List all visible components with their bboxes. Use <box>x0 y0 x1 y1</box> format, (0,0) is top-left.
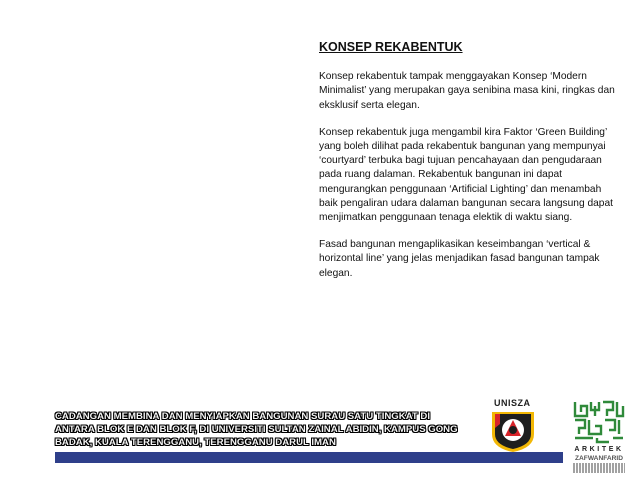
unisza-crest-icon <box>484 398 542 454</box>
concept-text-block <box>319 40 619 294</box>
arkitek-fine-print <box>573 463 625 473</box>
paragraph-modern-minimalist: Konsep rekabentuk tampak menggayakan Konsep ‘Modern Minimalist’ yang merupakan gaya senibina masa kini, ringkas dan eksklusif serta elegan. <box>319 71 615 111</box>
unisza-wordmark: UNISZA <box>494 398 531 408</box>
caption-line: CADANGAN MEMBINA DAN MENYIAPKAN BANGUNAN SURAU SATU TINGKAT DI <box>55 411 431 422</box>
arkitek-label: ARKITEK <box>574 446 624 453</box>
caption-line: ANTARA BLOK E DAN BLOK F, DI UNIVERSITI SULTAN ZAINAL ABIDIN, KAMPUS GONG <box>55 424 458 435</box>
caption-line: BADAK, KUALA TERENGGANU, TERENGGANU DARUL IMAN <box>55 437 336 448</box>
paragraph-facade: Fasad bangunan mengaplikasikan keseimbangan ‘vertical & horizontal line’ yang jelas menjadikan fasad bangunan tampak elegan. <box>319 239 600 279</box>
section-heading: KONSEP REKABENTUK <box>319 40 463 54</box>
arkitek-firm-name: ZAFWANFARID <box>575 455 623 462</box>
kufic-calligraphy-icon <box>573 400 625 444</box>
paragraph-green-building: Konsep rekabentuk juga mengambil kira Faktor ‘Green Building’ yang boleh dilihat pada rekabentuk bangunan yang mempunyai ‘courtyard’ terbuka bagi tujuan pencahayaan dan pengudaraan pada ruang dalaman. Rekabentuk bangunan ini dapat mengurangkan penggunaan ‘Artificial Lighting’ dan menambah baik pengaliran udara dalaman bangunan secara langsung dapat menjimatkan penggunaan tenaga elektik di waktu siang. <box>319 126 613 224</box>
project-caption <box>55 410 485 449</box>
